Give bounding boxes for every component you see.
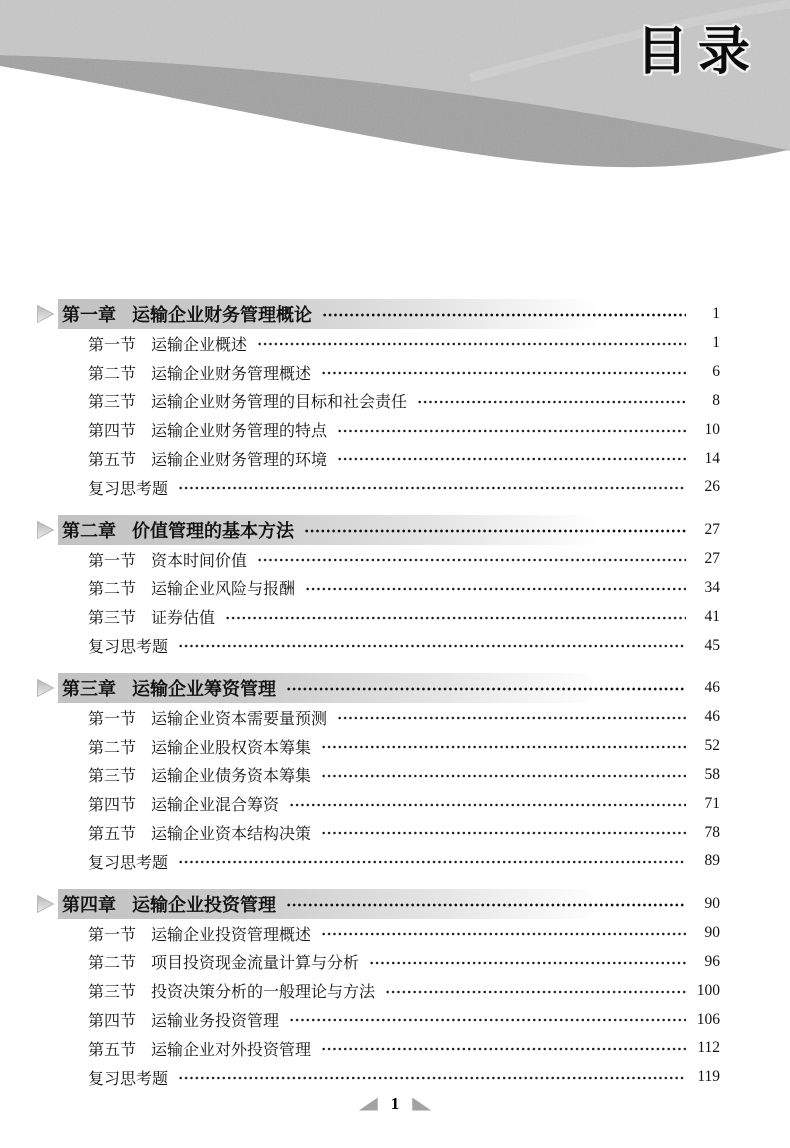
footer-right-triangle-icon — [412, 1098, 431, 1111]
dot-leader — [286, 680, 686, 696]
chapter-page-number: 1 — [712, 305, 720, 322]
toc-chapter — [36, 515, 720, 660]
dot-leader — [257, 335, 686, 351]
dot-leader — [178, 479, 686, 495]
section-page-number: 1 — [712, 334, 720, 352]
section-label: 第三节 — [88, 984, 137, 1002]
toc-chapter — [36, 299, 720, 502]
section-title: 资本时间价值 — [151, 552, 248, 570]
dot-leader — [337, 422, 686, 438]
section-title: 运输企业投资管理概述 — [151, 926, 312, 944]
section-page-number: 112 — [697, 1039, 720, 1057]
section-title: 运输企业资本需要量预测 — [151, 710, 328, 728]
section-title: 复习思考题 — [88, 639, 169, 657]
toc-list — [36, 299, 720, 1092]
toc-section-row — [36, 358, 720, 387]
section-page-number: 52 — [704, 737, 720, 755]
section-page-number: 78 — [704, 823, 720, 841]
toc-section-row — [36, 1005, 720, 1034]
section-page-number: 27 — [704, 550, 720, 568]
chapter-arrow-icon — [36, 677, 58, 699]
section-title: 运输企业财务管理的目标和社会责任 — [151, 394, 408, 412]
toc-section-row — [36, 1063, 720, 1092]
chapter-title: 运输企业筹资管理 — [132, 678, 276, 699]
toc-section-row — [36, 387, 720, 416]
dot-leader — [337, 709, 686, 725]
chapter-arrow-icon — [36, 519, 58, 541]
chapter-bar — [58, 515, 720, 545]
page-footer — [0, 1094, 790, 1114]
chapter-bar — [58, 673, 720, 703]
dot-leader — [321, 925, 686, 941]
chapter-label: 第三章 — [62, 678, 116, 699]
section-title: 投资决策分析的一般理论与方法 — [151, 984, 376, 1002]
section-title: 运输企业财务管理的特点 — [151, 423, 328, 441]
toc-section-row — [36, 789, 720, 818]
section-title: 运输企业财务管理的环境 — [151, 452, 328, 470]
dot-leader — [304, 522, 686, 538]
section-label: 第一节 — [88, 710, 137, 728]
dot-leader — [321, 767, 686, 783]
section-page-number: 96 — [704, 952, 720, 970]
toc-section-row — [36, 703, 720, 732]
chapter-title: 运输企业财务管理概论 — [132, 305, 312, 325]
toc-section-row — [36, 415, 720, 444]
section-page-number: 14 — [704, 449, 720, 467]
dot-leader — [321, 1040, 686, 1056]
chapter-label: 第二章 — [62, 520, 116, 541]
section-title: 运输企业债务资本筹集 — [151, 768, 312, 786]
toc-section-row — [36, 444, 720, 473]
section-title: 复习思考题 — [88, 854, 169, 872]
section-label: 第二节 — [88, 955, 137, 973]
chapter-label: 第一章 — [62, 305, 116, 325]
chapter-sections — [36, 919, 720, 1092]
section-title: 复习思考题 — [88, 1070, 169, 1088]
section-page-number: 71 — [704, 794, 720, 812]
section-label: 第五节 — [88, 452, 137, 470]
section-title: 复习思考题 — [88, 480, 169, 498]
toc-section-row — [36, 948, 720, 977]
footer-left-triangle-icon — [359, 1098, 378, 1111]
section-title: 运输企业资本结构决策 — [151, 826, 312, 844]
toc-section-row — [36, 631, 720, 660]
section-label: 第一节 — [88, 926, 137, 944]
toc-chapter — [36, 889, 720, 1092]
dot-leader — [321, 364, 686, 380]
section-title: 运输企业风险与报酬 — [151, 581, 296, 599]
section-label: 第三节 — [88, 394, 137, 412]
dot-leader — [178, 853, 686, 869]
dot-leader — [321, 738, 686, 754]
dot-leader — [178, 1069, 686, 1085]
dot-leader — [286, 896, 686, 912]
dot-leader — [305, 580, 686, 596]
section-page-number: 26 — [704, 478, 720, 496]
section-title: 证券估值 — [151, 610, 216, 628]
dot-leader — [289, 796, 686, 812]
section-label: 第五节 — [88, 826, 137, 844]
section-label: 第四节 — [88, 423, 137, 441]
section-title: 运输企业概述 — [151, 336, 248, 354]
section-label: 第一节 — [88, 552, 137, 570]
section-page-number: 100 — [696, 981, 720, 999]
section-label: 第四节 — [88, 797, 137, 815]
section-title: 项目投资现金流量计算与分析 — [151, 955, 360, 973]
chapter-bar — [58, 299, 720, 329]
toc-chapter-heading — [36, 299, 720, 329]
dot-leader — [337, 451, 686, 467]
section-page-number: 89 — [704, 852, 720, 870]
chapter-page-number: 27 — [704, 520, 720, 538]
dot-leader — [322, 306, 686, 322]
toc-chapter-heading — [36, 673, 720, 703]
section-page-number: 8 — [712, 391, 720, 409]
section-title: 运输企业股权资本筹集 — [151, 739, 312, 757]
toc-section-row — [36, 976, 720, 1005]
dot-leader — [289, 1012, 686, 1028]
toc-section-row — [36, 329, 720, 358]
section-page-number: 58 — [704, 765, 720, 783]
chapter-label: 第四章 — [62, 894, 116, 915]
toc-section-row — [36, 818, 720, 847]
section-page-number: 119 — [697, 1068, 720, 1086]
section-label: 第四节 — [88, 1013, 137, 1031]
chapter-bar — [58, 889, 720, 919]
section-label: 第三节 — [88, 768, 137, 786]
chapter-page-number: 90 — [704, 894, 720, 912]
chapter-title: 价值管理的基本方法 — [132, 520, 294, 541]
section-page-number: 10 — [704, 420, 720, 438]
chapter-arrow-icon — [36, 303, 58, 325]
toc-chapter-heading — [36, 889, 720, 919]
header-banner — [0, 0, 790, 250]
footer-page-number: 1 — [390, 1094, 400, 1113]
dot-leader — [178, 638, 686, 654]
section-page-number: 90 — [704, 924, 720, 942]
section-label: 第一节 — [88, 336, 137, 354]
section-title: 运输业务投资管理 — [151, 1013, 280, 1031]
toc-chapter — [36, 673, 720, 876]
section-title: 运输企业混合筹资 — [151, 797, 280, 815]
toc-chapter-heading — [36, 515, 720, 545]
chapter-page-number: 46 — [704, 678, 720, 696]
toc-section-row — [36, 732, 720, 761]
toc-section-row — [36, 919, 720, 948]
section-page-number: 45 — [704, 636, 720, 654]
toc-section-row — [36, 602, 720, 631]
toc-section-row — [36, 761, 720, 790]
dot-leader — [385, 983, 686, 999]
page-title: 目录 — [635, 23, 760, 81]
dot-leader — [321, 825, 686, 841]
chapter-title: 运输企业投资管理 — [132, 894, 276, 915]
section-page-number: 46 — [704, 708, 720, 726]
section-page-number: 6 — [712, 363, 720, 381]
section-title: 运输企业对外投资管理 — [151, 1041, 312, 1059]
section-label: 第三节 — [88, 610, 137, 628]
dot-leader — [369, 954, 686, 970]
section-label: 第二节 — [88, 581, 137, 599]
toc-section-row — [36, 847, 720, 876]
section-label: 第二节 — [88, 365, 137, 383]
toc-section-row — [36, 1034, 720, 1063]
toc-section-row — [36, 473, 720, 502]
section-page-number: 106 — [696, 1010, 720, 1028]
chapter-sections — [36, 329, 720, 502]
toc-section-row — [36, 574, 720, 603]
dot-leader — [257, 551, 686, 567]
section-label: 第五节 — [88, 1041, 137, 1059]
dot-leader — [417, 393, 686, 409]
chapter-sections — [36, 703, 720, 876]
dot-leader — [225, 609, 686, 625]
section-page-number: 41 — [704, 607, 720, 625]
toc-section-row — [36, 545, 720, 574]
section-page-number: 34 — [704, 578, 720, 596]
section-title: 运输企业财务管理概述 — [151, 365, 312, 383]
chapter-arrow-icon — [36, 893, 58, 915]
chapter-sections — [36, 545, 720, 660]
section-label: 第二节 — [88, 739, 137, 757]
